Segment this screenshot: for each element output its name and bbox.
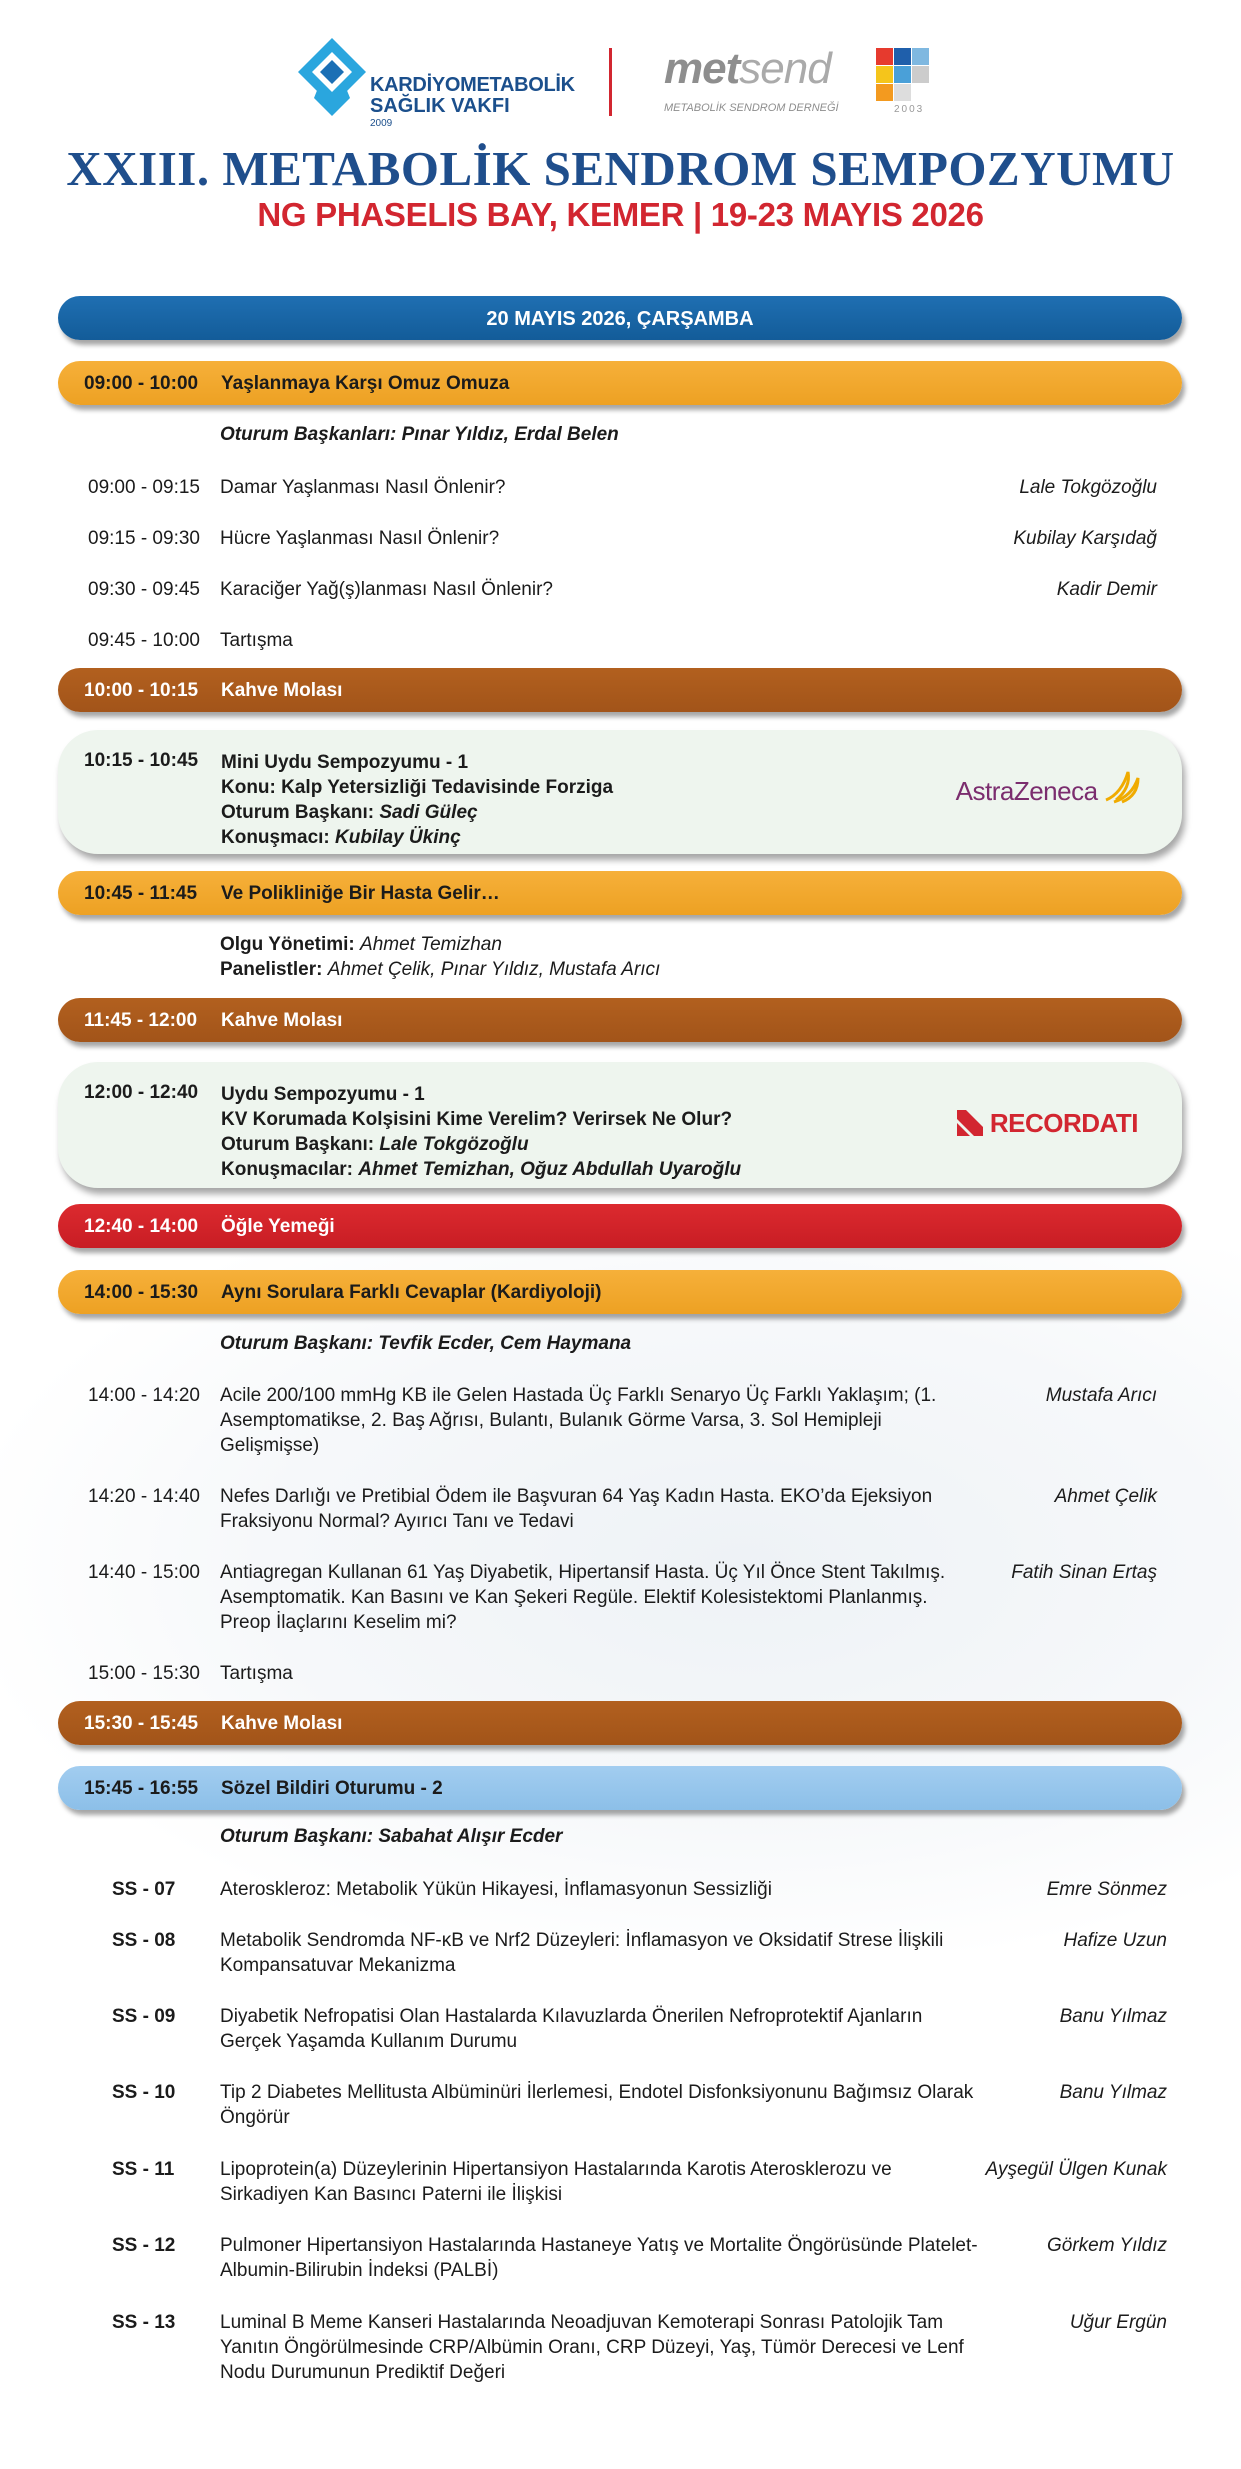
talk-speaker: Kadir Demir xyxy=(1056,579,1157,600)
wordmark-part-b: send xyxy=(739,44,831,93)
chair-label: Oturum Başkanı: xyxy=(221,1134,380,1155)
abstract-speaker: Görkem Yıldız xyxy=(1046,2235,1167,2256)
session-title: Sözel Bildiri Oturumu - 2 xyxy=(221,1778,443,1799)
metsend-logo xyxy=(664,44,954,124)
sponsor-session-2 xyxy=(58,1062,1182,1188)
logo-left-year: 2009 xyxy=(370,118,393,129)
talk-title: Tartışma xyxy=(220,630,293,651)
session-chairs: Oturum Başkanları: Pınar Yıldız, Erdal Belen xyxy=(220,424,619,445)
metsend-wordmark xyxy=(664,44,831,94)
talk-time: 15:00 - 15:30 xyxy=(88,1663,200,1684)
recordati-logo xyxy=(957,1108,1138,1139)
lunch-title: Öğle Yemeği xyxy=(221,1216,335,1237)
session-bar-1 xyxy=(58,361,1182,405)
sponsor-line2: Konu: Kalp Yetersizliği Tedavisinde Forziga xyxy=(221,777,614,798)
break-time: 11:45 - 12:00 xyxy=(84,1010,198,1031)
panel-label: Panelistler: xyxy=(220,959,328,980)
astrazeneca-swirl-icon xyxy=(1102,766,1142,806)
sponsor-speaker-line xyxy=(221,825,613,850)
chair-name: Sadi Güleç xyxy=(379,802,478,823)
metsend-year: 2003 xyxy=(894,104,925,115)
day-bar xyxy=(58,296,1182,340)
speaker-label: Konuşmacılar: xyxy=(221,1159,359,1180)
recordati-mark-icon xyxy=(957,1110,983,1136)
abstract-title: Lipoprotein(a) Düzeylerinin Hipertansiyon Hastalarında Karotis Aterosklerozu ve Sirkadiyen Kan Basıncı Paterni ile İlişkisi xyxy=(220,2159,892,2205)
talk-speaker: Kubilay Karşıdağ xyxy=(1013,528,1157,549)
sponsor-line2: KV Korumada Kolşisini Kime Verelim? Verirsek Ne Olur? xyxy=(221,1109,733,1130)
logo-left-line2: SAĞLIK VAKFI xyxy=(370,95,510,117)
sponsor-time: 10:15 - 10:45 xyxy=(84,750,199,771)
talk-time: 14:00 - 14:20 xyxy=(88,1385,200,1406)
abstract-title: Luminal B Meme Kanseri Hastalarında Neoadjuvan Kemoterapi Sonrası Patolojik Tam Yanıtın Öngörülmesinde CRP/Albümin Oranı, CRP Düzeyi, Yaş, Tümör Derecesi ve Lenf Nodu Durumunun Prediktif Değeri xyxy=(220,2312,964,2383)
sponsor-speaker-line xyxy=(221,1157,741,1182)
abstract-code: SS - 12 xyxy=(112,2235,176,2256)
case-management-line xyxy=(220,934,502,956)
talk-title: Tartışma xyxy=(220,1663,293,1684)
sponsor-line1: Uydu Sempozyumu - 1 xyxy=(221,1084,425,1105)
session-title: Aynı Sorulara Farklı Cevaplar (Kardiyoloji) xyxy=(221,1282,602,1303)
abstract-code: SS - 09 xyxy=(112,2006,176,2027)
sponsor-chair-line xyxy=(221,800,613,825)
talk-time: 09:30 - 09:45 xyxy=(88,579,200,600)
chair-name: Lale Tokgözoğlu xyxy=(379,1134,529,1155)
talk-title: Hücre Yaşlanması Nasıl Önlenir? xyxy=(220,528,500,549)
talk-time: 09:00 - 09:15 xyxy=(88,477,200,498)
session-bar-3 xyxy=(58,1270,1182,1314)
talk-time: 14:40 - 15:00 xyxy=(88,1562,200,1583)
recordati-wordmark: RECORDATI xyxy=(989,1108,1138,1138)
lunch-time: 12:40 - 14:00 xyxy=(84,1216,199,1237)
speaker-label: Konuşmacı: xyxy=(221,827,336,848)
case-name: Ahmet Temizhan xyxy=(360,934,502,955)
abstract-title: Tip 2 Diabetes Mellitusta Albüminüri İlerlemesi, Endotel Disfonksiyonunu Bağımsız Olarak Öngörür xyxy=(220,2082,974,2128)
talk-time: 09:15 - 09:30 xyxy=(88,528,200,549)
color-squares-icon xyxy=(876,48,930,102)
session-time: 15:45 - 16:55 xyxy=(84,1778,199,1799)
abstract-code: SS - 08 xyxy=(112,1930,176,1951)
abstract-code: SS - 13 xyxy=(112,2312,176,2333)
abstract-speaker: Ayşegül Ülgen Kunak xyxy=(985,2159,1167,2180)
abstract-speaker: Hafize Uzun xyxy=(1063,1930,1167,1951)
foundation-emblem-icon xyxy=(298,38,366,124)
lunch-bar xyxy=(58,1204,1182,1248)
break-time: 10:00 - 10:15 xyxy=(84,680,199,701)
chair-label: Oturum Başkanı: xyxy=(221,802,380,823)
talk-speaker: Ahmet Çelik xyxy=(1054,1486,1157,1507)
session-chairs: Oturum Başkanı: Sabahat Alışır Ecder xyxy=(220,1826,563,1847)
coffee-break-bar-2 xyxy=(58,998,1182,1042)
talk-title: Nefes Darlığı ve Pretibial Ödem ile Başvuran 64 Yaş Kadın Hasta. EKO’da Ejeksiyon Fraksiyonu Normal? Ayırıcı Tanı ve Tedavi xyxy=(220,1486,933,1532)
coffee-break-bar-1 xyxy=(58,668,1182,712)
talk-title: Karaciğer Yağ(ş)lanması Nasıl Önlenir? xyxy=(220,579,553,600)
talk-title: Damar Yaşlanması Nasıl Önlenir? xyxy=(220,477,506,498)
abstract-title: Metabolik Sendromda NF-κB ve Nrf2 Düzeyleri: İnflamasyon ve Oksidatif Strese İlişkili Kompansatuvar Mekanizma xyxy=(220,1930,944,1976)
talk-time: 14:20 - 14:40 xyxy=(88,1486,200,1507)
talk-speaker: Mustafa Arıcı xyxy=(1045,1385,1157,1406)
abstract-title: Ateroskleroz: Metabolik Yükün Hikayesi, İnflamasyonun Sessizliği xyxy=(220,1879,772,1900)
case-label: Olgu Yönetimi: xyxy=(220,934,361,955)
abstract-speaker: Banu Yılmaz xyxy=(1059,2006,1167,2027)
coffee-break-bar-3 xyxy=(58,1701,1182,1745)
talk-title: Acile 200/100 mmHg KB ile Gelen Hastada Üç Farklı Senaryo Üç Farklı Yaklaşım; (1. Asemptomatikse, 2. Baş Ağrısı, Bulantı, Bulanık Görme Varsa, 3. Sol Hemipleji Gelişmişse) xyxy=(220,1385,937,1456)
talk-speaker: Fatih Sinan Ertaş xyxy=(1011,1562,1157,1583)
abstract-speaker: Uğur Ergün xyxy=(1069,2312,1167,2333)
astrazeneca-wordmark: AstraZeneca xyxy=(955,776,1098,806)
abstract-title: Diyabetik Nefropatisi Olan Hastalarda Kılavuzlarda Önerilen Nefroprotektif Ajanların Gerçek Yaşamda Kullanım Durumu xyxy=(220,2006,923,2052)
session-title: Yaşlanmaya Karşı Omuz Omuza xyxy=(221,373,510,394)
talk-speaker: Lale Tokgözoğlu xyxy=(1019,477,1157,498)
sponsor-lines xyxy=(221,750,613,850)
break-time: 15:30 - 15:45 xyxy=(84,1713,199,1734)
logo-left-line1: KARDİYOMETABOLİK xyxy=(370,74,575,96)
break-title: Kahve Molası xyxy=(221,1010,343,1031)
sponsor-line1: Mini Uydu Sempozyumu - 1 xyxy=(221,752,469,773)
astrazeneca-logo xyxy=(956,766,1142,807)
kardiyometabolik-logo xyxy=(298,36,575,129)
session-time: 10:45 - 11:45 xyxy=(84,883,198,904)
break-title: Kahve Molası xyxy=(221,680,343,701)
session-time: 09:00 - 10:00 xyxy=(84,373,199,394)
session-time: 14:00 - 15:30 xyxy=(84,1282,199,1303)
abstract-title: Pulmoner Hipertansiyon Hastalarında Hastaneye Yatış ve Mortalite Öngörüsünde Platelet-Albumin-Bilirubin İndeksi (PALBİ) xyxy=(220,2235,978,2281)
session-chairs: Oturum Başkanı: Tevfik Ecder, Cem Haymana xyxy=(220,1333,632,1354)
abstract-code: SS - 11 xyxy=(112,2159,175,2180)
sponsor-session-1 xyxy=(58,730,1182,854)
speaker-name: Ahmet Temizhan, Oğuz Abdullah Uyaroğlu xyxy=(358,1159,742,1180)
talk-time: 09:45 - 10:00 xyxy=(88,630,200,651)
sponsor-chair-line xyxy=(221,1132,741,1157)
abstract-code: SS - 07 xyxy=(112,1879,176,1900)
session-bar-2 xyxy=(58,871,1182,915)
day-label: 20 MAYIS 2026, ÇARŞAMBA xyxy=(486,308,754,330)
session-title: Ve Polikliniğe Bir Hasta Gelir… xyxy=(221,883,500,904)
abstract-speaker: Emre Sönmez xyxy=(1046,1879,1167,1900)
metsend-subtitle: METABOLİK SENDROM DERNEĞİ xyxy=(664,102,839,114)
header xyxy=(0,0,1241,290)
panelists-line xyxy=(220,959,660,981)
panel-names: Ahmet Çelik, Pınar Yıldız, Mustafa Arıcı xyxy=(327,959,661,980)
abstract-code: SS - 10 xyxy=(112,2082,176,2103)
wordmark-part-a: met xyxy=(664,44,740,93)
sponsor-lines xyxy=(221,1082,741,1182)
logo-divider xyxy=(609,48,612,116)
abstract-speaker: Banu Yılmaz xyxy=(1059,2082,1167,2103)
page-title: XXIII. METABOLİK SENDROM SEMPOZYUMU xyxy=(66,141,1175,196)
sponsor-time: 12:00 - 12:40 xyxy=(84,1082,199,1103)
break-title: Kahve Molası xyxy=(221,1713,343,1734)
session-bar-4 xyxy=(58,1766,1182,1810)
speaker-name: Kubilay Ükinç xyxy=(335,827,461,848)
page-subtitle: NG PHASELIS BAY, KEMER | 19-23 MAYIS 2026 xyxy=(257,196,984,233)
talk-title: Antiagregan Kullanan 61 Yaş Diyabetik, Hipertansif Hasta. Üç Yıl Önce Stent Takılmış. Asemptomatik. Kan Basını ve Kan Şekeri Regüle. Elektif Kolesistektomi Planlanmış. Preop İlaçlarını Keselim mi? xyxy=(220,1562,946,1633)
